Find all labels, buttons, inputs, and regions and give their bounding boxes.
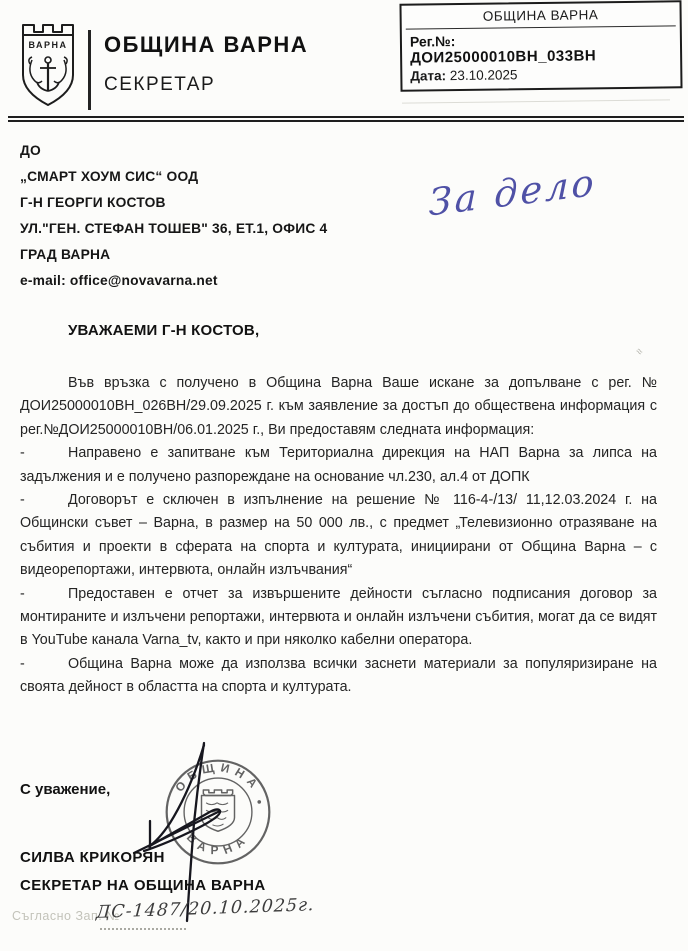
bullet-item xyxy=(20,442,657,489)
sticker-reg-label: Рег.№: xyxy=(409,33,456,50)
pencil-mark: ≈ xyxy=(632,345,646,359)
sticker-date-label: Дата: xyxy=(410,68,447,84)
recipient-line: „СМАРТ ХОУМ СИС“ ООД xyxy=(20,169,199,184)
bullet-text: Община Варна може да използва всички заснети материали за популяризиране на своята дейност в областта на спорта и културата. xyxy=(20,655,657,696)
bullet-marker: - xyxy=(20,655,25,672)
bullet-marker: - xyxy=(20,492,25,509)
org-role: СЕКРЕТАР xyxy=(104,74,216,95)
bullet-text: Предоставен е отчет за извършените дейности съгласно подписания договор за монтираните и излъчени репортажи, интервюта и онлайн излъчени събития, могат да се видят в YouTube канала Varna_tv, както и при няколко кабелни оператора. xyxy=(20,585,657,649)
letter-body xyxy=(20,372,657,700)
recipient-line: УЛ."ГЕН. СТЕФАН ТОШЕВ" 36, ЕТ.1, ОФИС 4 xyxy=(20,221,328,236)
seal-separator-dot xyxy=(257,800,261,804)
closing-phrase: С уважение, xyxy=(20,781,111,798)
sticker-shadow-line xyxy=(402,99,670,103)
sticker-date xyxy=(410,65,672,83)
bullet-item xyxy=(20,583,657,653)
bullet-marker: - xyxy=(20,585,25,602)
bullet-text: Договорът е сключен в изпълнение на решение № 116-4-/13/ 11,12.03.2024 г. на Общински съвет – Варна, в размер на 50 000 лв., с предмет „Телевизионно отразяване на събития и проекти в сферата на спорта и културата, инициирани от Община Варна – с видеорепортажи, интервюта, онлайн излъчвания“ xyxy=(20,492,657,579)
recipient-line: e-mail: office@novavarna.net xyxy=(20,273,218,288)
bullet-item xyxy=(20,489,657,583)
signatory-name: СИЛВА КРИКОРЯН xyxy=(20,849,165,866)
recipient-line: ДО xyxy=(20,143,41,158)
handwritten-note: За дело xyxy=(428,160,598,225)
footer-handwritten-number: ДС-1487/20.10.2025г. xyxy=(95,895,316,923)
recipient-line: Г-Н ГЕОРГИ КОСТОВ xyxy=(20,195,166,210)
logo-text: ВАРНА xyxy=(28,40,68,50)
letterhead-rule xyxy=(8,116,684,122)
seal-text-bottom: ВАРНА xyxy=(183,830,253,858)
seal-text-top: ОБЩИНА xyxy=(172,759,264,795)
recipient-block xyxy=(20,138,327,294)
registration-sticker xyxy=(399,0,682,91)
recipient-line: ГРАД ВАРНА xyxy=(20,247,111,262)
org-name: ОБЩИНА ВАРНА xyxy=(104,32,309,57)
bullet-item xyxy=(20,653,657,700)
footer-dotted-line xyxy=(100,928,186,930)
bullet-text: Направено е запитване към Териториална дирекция на НАП Варна за липса на задължения и е получено разпореждане на основание чл.230, ал.4 от ДОПК xyxy=(20,445,657,485)
intro-paragraph: Във връзка с получено в Община Варна Ваше искане за допълване с рег. № ДОИ25000010ВН_026ВН/29.09.2025 г. към заявление за достъп до обществена информация с рег.№ДОИ25000010ВН/06.01.2025 г., Ви предоставям следната информация: xyxy=(20,375,657,438)
sticker-date-value: 23.10.2025 xyxy=(449,67,518,84)
varna-coat-of-arms-logo xyxy=(18,22,78,114)
signature-scribble xyxy=(92,735,252,925)
header-divider xyxy=(88,30,91,110)
bullet-marker: - xyxy=(20,445,25,462)
sticker-reg-number: ДОИ25000010ВН_033ВН xyxy=(410,47,597,67)
footer-order-label: Съгласно Зап. № xyxy=(12,909,121,923)
signatory-title: СЕКРЕТАР НА ОБЩИНА ВАРНА xyxy=(20,877,266,894)
sticker-org-name: ОБЩИНА ВАРНА xyxy=(482,7,599,24)
salutation: УВАЖАЕМИ Г-Н КОСТОВ, xyxy=(68,322,260,339)
